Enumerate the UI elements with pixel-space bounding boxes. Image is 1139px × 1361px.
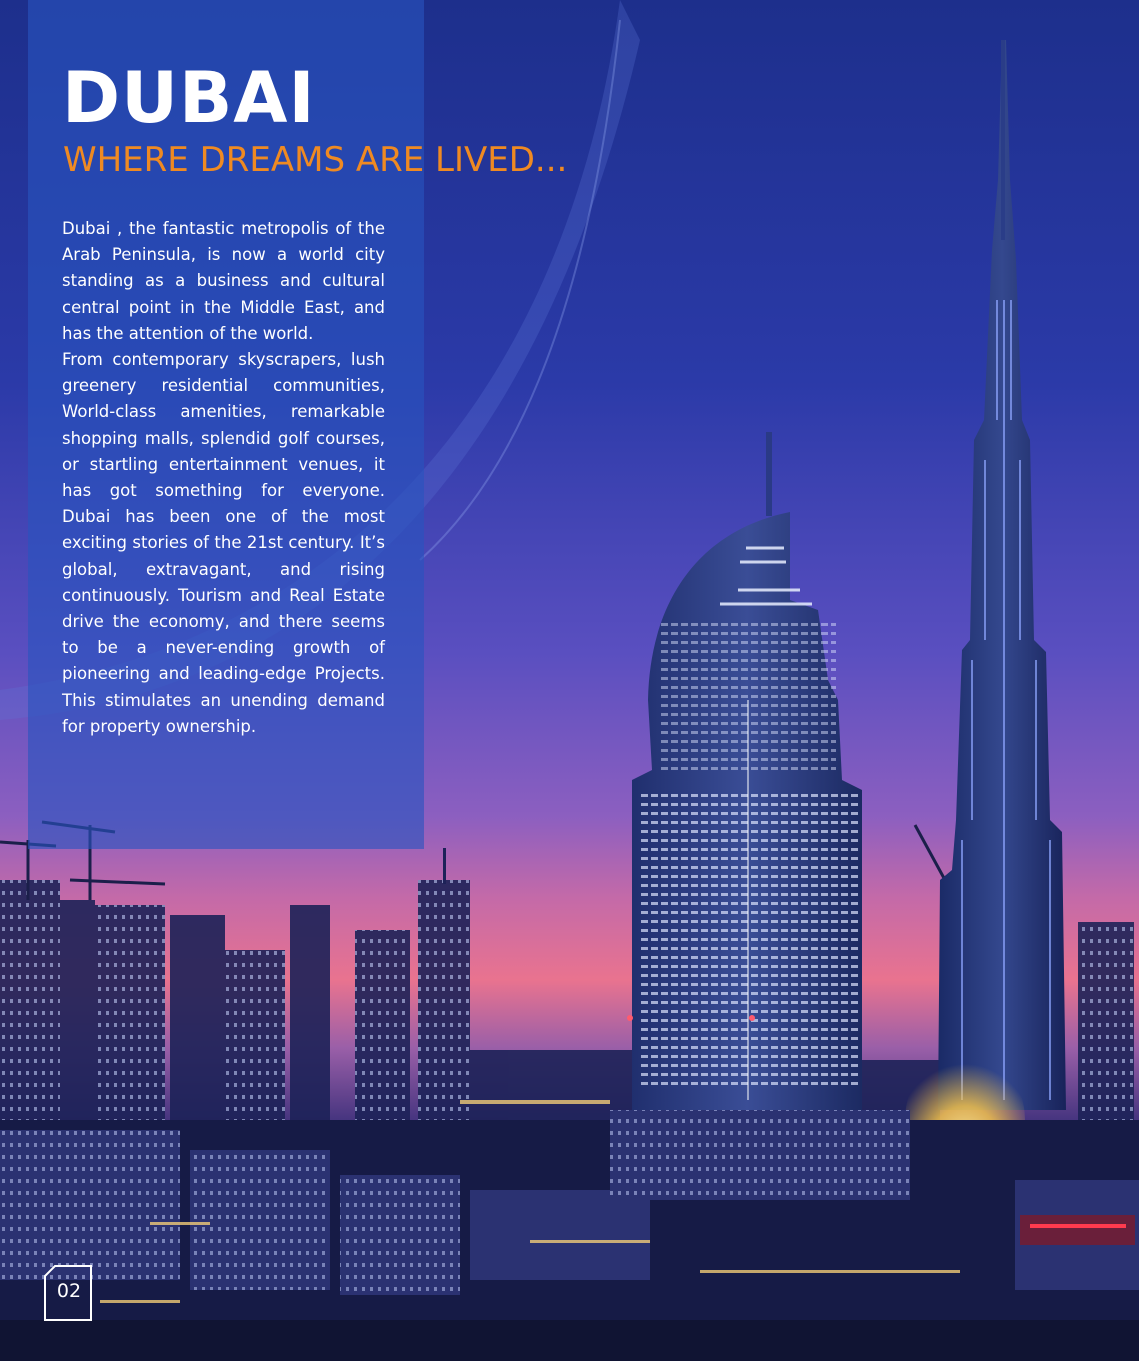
page-number-badge [43, 1264, 95, 1322]
tagline: WHERE DREAMS ARE LIVED... [63, 140, 568, 180]
body-text [62, 216, 385, 740]
paragraph-2: From contemporary skyscrapers, lush greenery residential communities, World-class amenities, remarkable shopping malls, splendid golf courses, or startling entertainment venues, it has got something for everyone. Dubai has been one of the most exciting stories of the 21st century. It’s global, extravagant, and rising continuously. Tourism and Real Estate drive the economy, and there seems to be a never-ending growth of pioneering and leading-edge Projects. This stimulates an unending demand for property ownership. [62, 350, 385, 736]
page-title: DUBAI [62, 57, 316, 139]
paragraph-1: Dubai , the fantastic metropolis of the Arab Peninsula, is now a world city standing as a business and cultural central point in the Middle East, and has the attention of the world. [62, 219, 385, 343]
page-number: 02 [56, 1280, 82, 1302]
